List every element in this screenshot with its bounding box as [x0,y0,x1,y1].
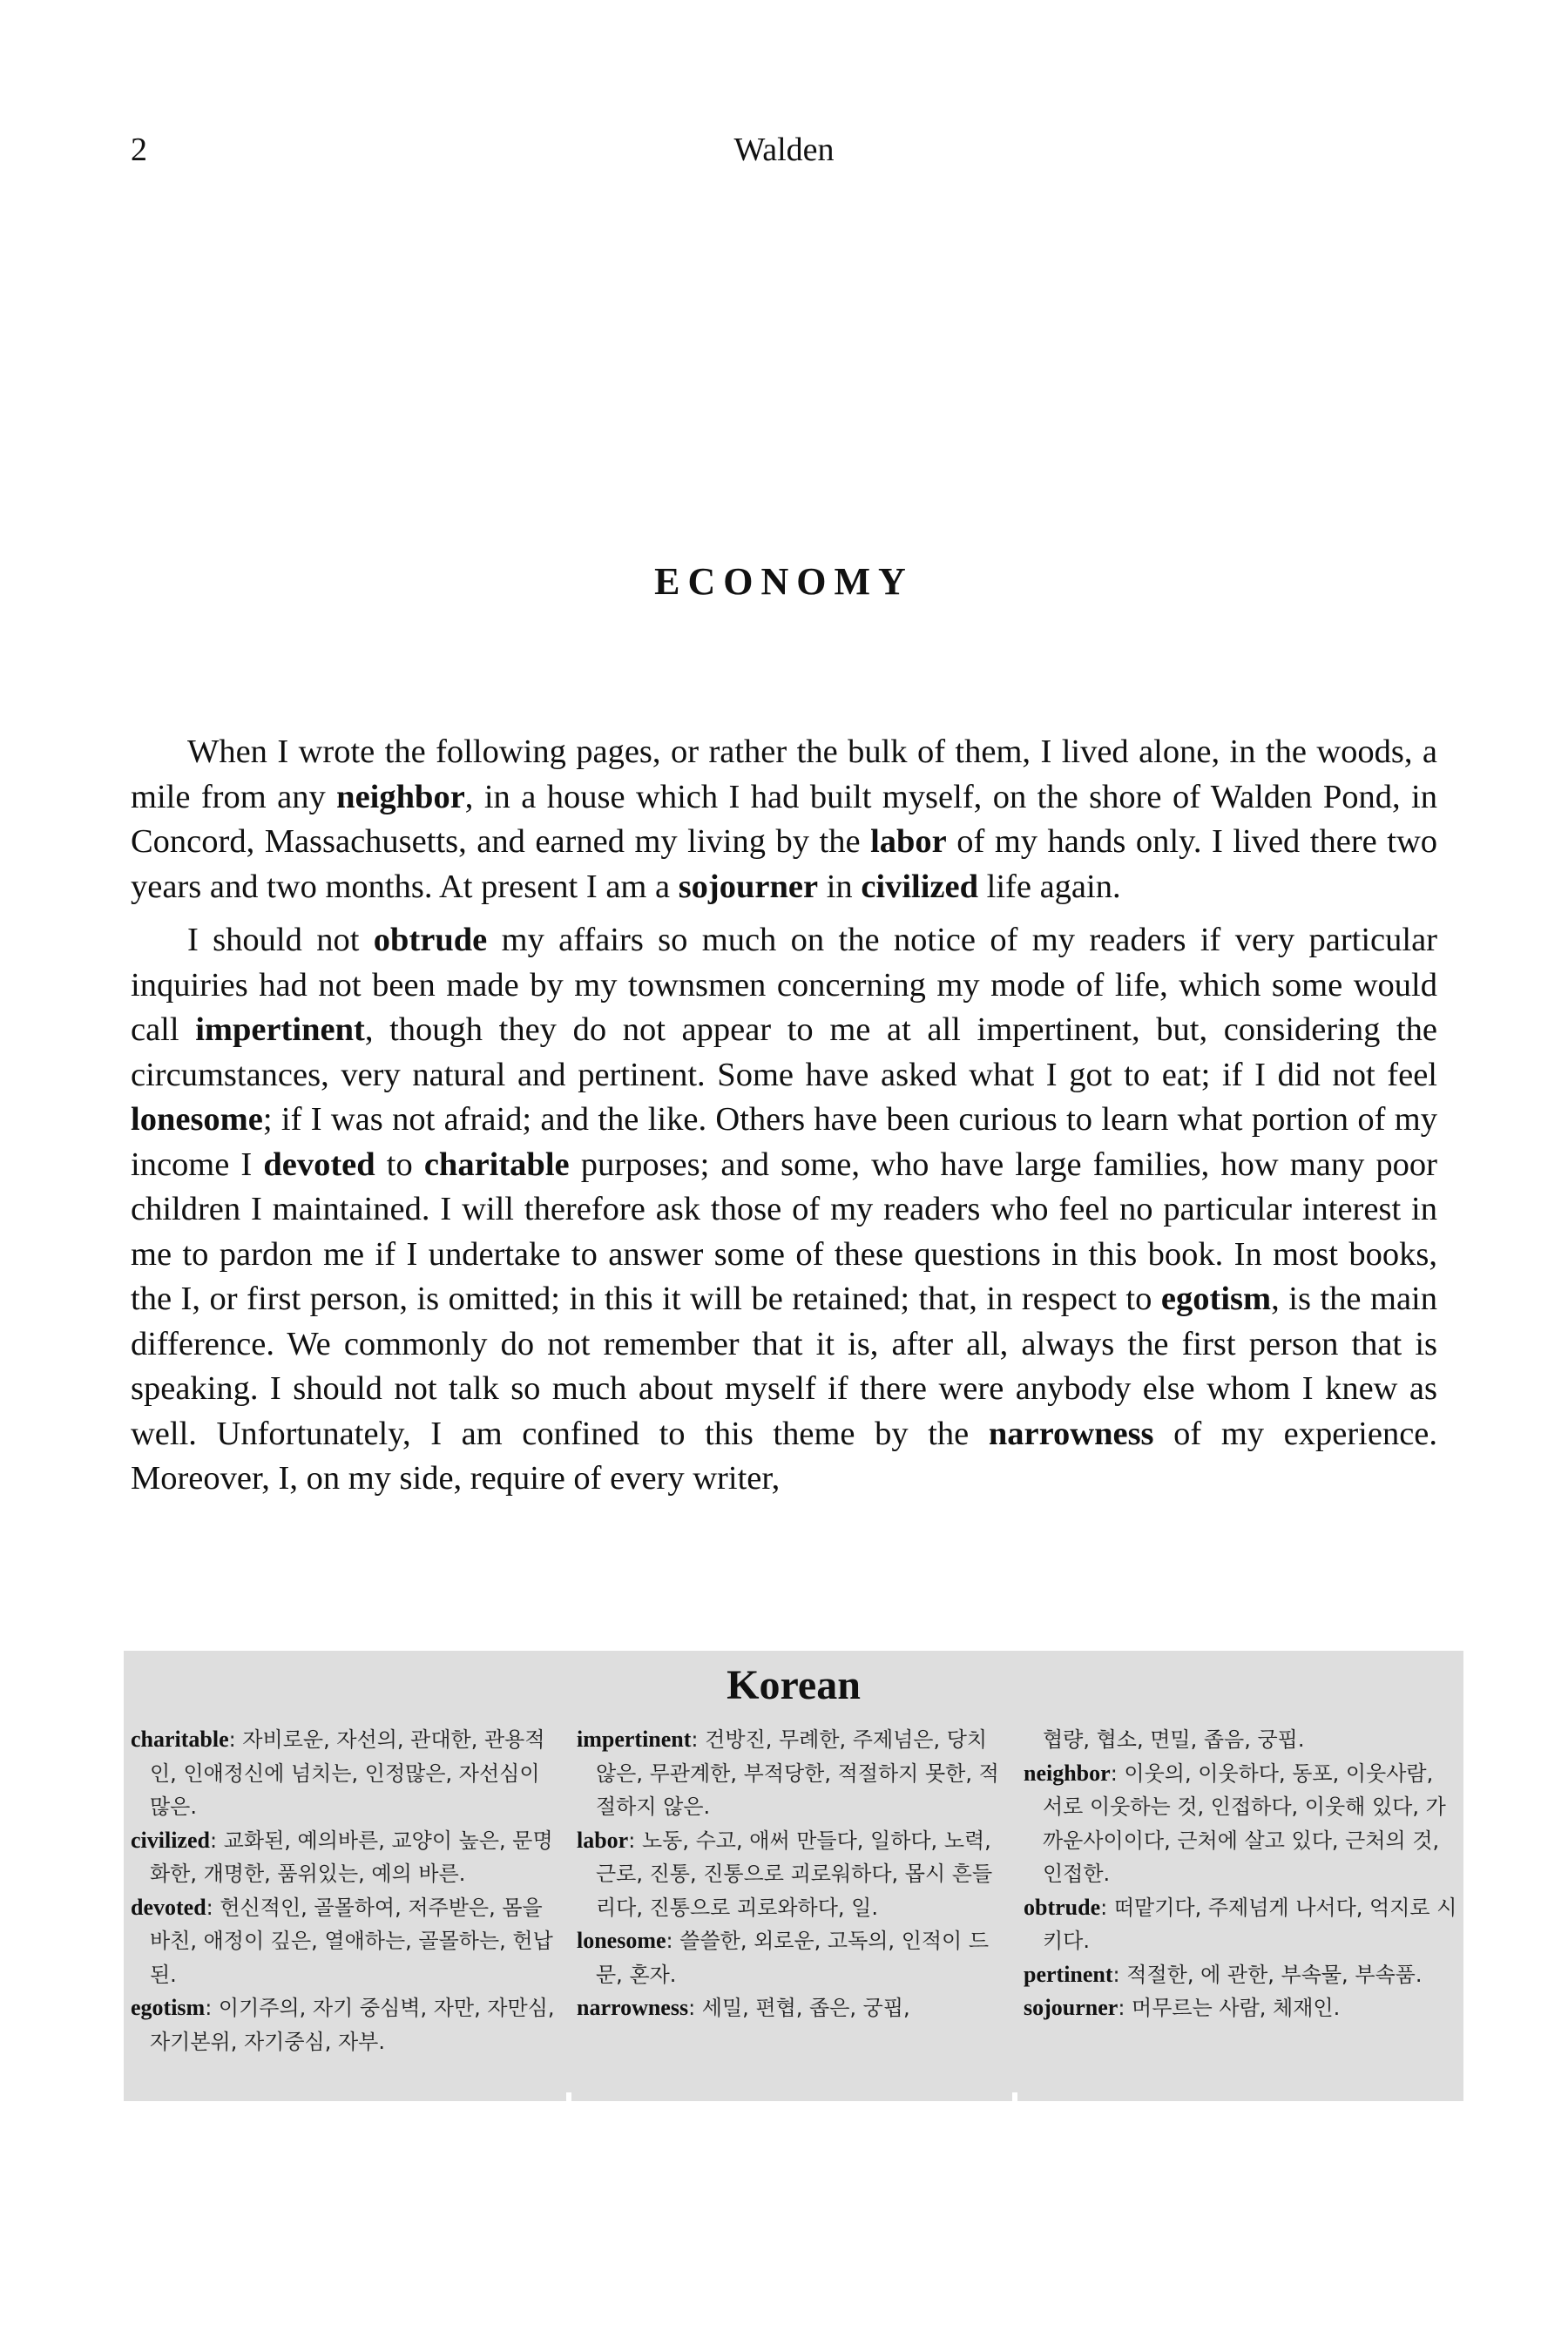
running-head: Walden [733,132,835,168]
text-run: my affairs so much on the notice of my readers if very particular inquiries had not been made by my townsmen concerning my mode of life, which some would call [131,922,1437,1048]
glossary-column-2 [577,1723,1012,2025]
glossary-definition: : 머무르는 사람, 체재인. [1118,1996,1341,2020]
vocab-word: egotism [1160,1281,1272,1317]
glossary-headword: egotism [131,1995,206,2020]
vocab-word: sojourner [678,868,819,905]
vocab-word: neighbor [336,778,465,815]
glossary-entry [131,1991,566,2058]
glossary-entry [577,1824,1012,1925]
glossary-definition: : 떠맡기다, 주제넘게 나서다, 억지로 시키다. [1043,1895,1457,1953]
vocab-word: narrowness [988,1415,1154,1452]
vocab-word: civilized [861,868,979,905]
glossary-headword: sojourner [1024,1995,1119,2020]
glossary-definition: : 이웃의, 이웃하다, 동포, 이웃사람, 서로 이웃하는 것, 인접하다, 이웃해 있다, 가까운사이이다, 근처에 살고 있다, 근처의 것, 인접한. [1043,1761,1446,1886]
text-run: to [375,1146,424,1183]
glossary-headword: lonesome [577,1928,666,1953]
glossary-title: Korean [727,1662,861,1708]
glossary-definition: : 교화된, 예의바른, 교양이 높은, 문명화한, 개명한, 품위있는, 예의 바른. [150,1828,553,1886]
glossary-box [124,1651,1463,2101]
glossary-definition: : 건방진, 무례한, 주제넘은, 당치 않은, 무관계한, 부적당한, 적절하지 못한, 적절하지 않은. [596,1727,999,1819]
body-paragraph [131,918,1437,1502]
vocab-word: devoted [263,1146,375,1183]
glossary-headword: civilized [131,1827,210,1853]
glossary-entry [1024,1757,1459,1891]
text-run: , though they do not appear to me at all impertinent, but, considering the circumstances, very natural and pertinent. Some have asked what I got to eat; if I did not feel [131,1011,1437,1093]
glossary-headword: obtrude [1024,1894,1101,1920]
column-separator [1012,2092,1017,2101]
glossary-definition: : 노동, 수고, 애써 만들다, 일하다, 노력, 근로, 진통, 진통으로 괴로워하다, 몹시 흔들리다, 진통으로 괴로와하다, 일. [596,1828,993,1920]
glossary-entry [1024,1891,1459,1958]
glossary-headword: narrowness [577,1995,689,2020]
glossary-headword: devoted [131,1894,206,1920]
glossary-definition: : 이기주의, 자기 중심벽, 자만, 자만심, 자기본위, 자기중심, 자부. [150,1996,555,2054]
glossary-definition: : 쓸쓸한, 외로운, 고독의, 인적이 드문, 혼자. [596,1929,990,1987]
chapter-title: ECONOMY [654,560,914,603]
glossary-definition: : 자비로운, 자선의, 관대한, 관용적인, 인애정신에 넘치는, 인정많은, 자선심이 많은. [150,1727,545,1819]
glossary-definition: : 헌신적인, 골몰하여, 저주받은, 몸을 바친, 애정이 깊은, 열애하는, 골몰하는, 헌납된. [150,1895,553,1987]
vocab-word: labor [870,823,947,860]
text-run: purposes; and some, who have large families, how many poor children I maintained. I will therefore ask those of my readers who feel no particular interest in me to pardon me if I undertake to answer some of these questions in this book. In most books, the I, or first person, is omitted; in this it will be retained; that, in respect to [131,1146,1437,1317]
glossary-definition: : 적절한, 에 관한, 부속물, 부속품. [1112,1962,1423,1987]
page-number: 2 [131,132,147,168]
glossary-headword: impertinent [577,1727,692,1752]
text-run: life again. [978,868,1121,905]
text-run: of my hands only. I lived there two years and two months. At present I am a [131,823,1437,905]
text-run: I should not [187,922,374,958]
vocab-word: charitable [423,1146,570,1183]
glossary-definition: : 세밀, 편협, 좁은, 궁핍, [688,1996,910,2020]
glossary-entry [577,1991,1012,2025]
text-run: When I wrote the following pages, or rather the bulk of them, I lived alone, in the woods, a mile from any [131,733,1437,815]
vocab-word: obtrude [373,922,488,958]
glossary-entry [577,1723,1012,1824]
text-run: , in a house which I had built myself, on the shore of Walden Pond, in Concord, Massachusetts, and earned my living by the [131,778,1437,860]
glossary-headword: pertinent [1024,1961,1113,1987]
glossary-headword: charitable [131,1727,229,1752]
glossary-headword: neighbor [1024,1760,1111,1786]
glossary-column-3 [1024,1723,1459,2025]
vocab-word: lonesome [131,1101,263,1138]
column-separator [566,2092,571,2101]
text-run: , is the main difference. We commonly do not remember that it is, after all, always the first person that is speaking. I should not talk so much about myself if there were anybody else whom I knew as well. Unfortunately, I am confined to this theme by the [131,1281,1437,1452]
glossary-entry [131,1723,566,1824]
glossary-entry [1024,1723,1459,1757]
glossary-entry [577,1924,1012,1991]
glossary-column-1 [131,1723,566,2058]
glossary-entry [131,1891,566,1992]
body-paragraph [131,730,1437,909]
text-run: in [818,868,862,905]
glossary-entry [131,1824,566,1891]
text-run: of my experience. Moreover, I, on my side, require of every writer, [131,1415,1437,1497]
glossary-definition: 협량, 협소, 면밀, 좁음, 궁핍. [1043,1727,1305,1752]
text-run: ; if I was not afraid; and the like. Others have been curious to learn what portion of my income I [131,1101,1437,1183]
vocab-word: impertinent [195,1011,365,1048]
glossary-entry [1024,1958,1459,1992]
glossary-headword: labor [577,1827,629,1853]
glossary-entry [1024,1991,1459,2025]
body-text [131,730,1437,1511]
